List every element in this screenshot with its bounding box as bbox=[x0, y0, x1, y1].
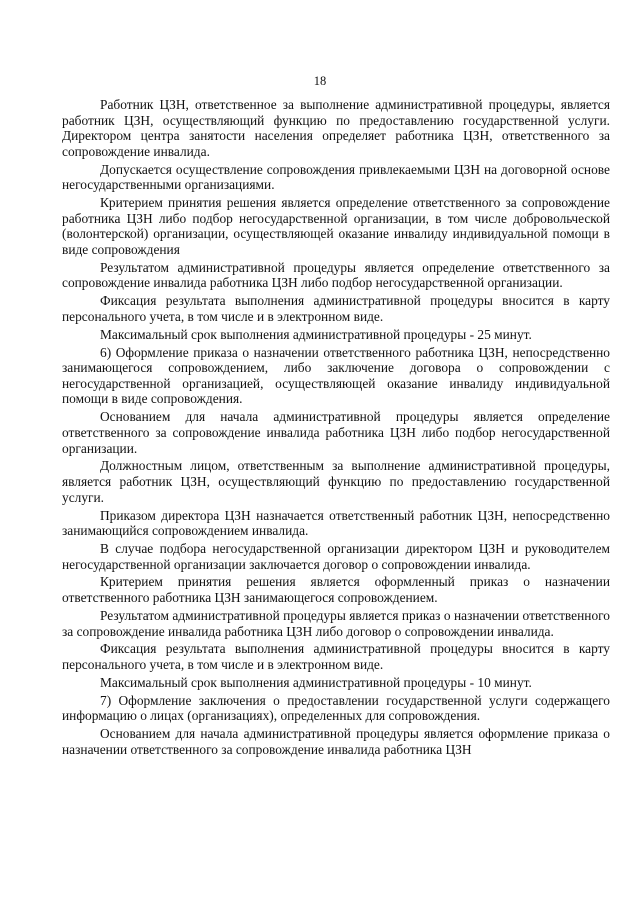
paragraph: Максимальный срок выполнения административной процедуры - 25 минут. bbox=[100, 326, 532, 342]
paragraph: Приказом директора ЦЗН назначается ответственный работник ЦЗН, непосредственно занимающийся сопровождением инвалида. bbox=[62, 507, 610, 539]
paragraph: Результатом административной процедуры является приказ о назначении ответственного за сопровождение инвалида работника ЦЗН либо договор о сопровождении инвалида. bbox=[62, 607, 610, 639]
paragraph: Основанием для начала административной процедуры является определение ответственного за сопровождение инвалида работника ЦЗН либо подбор негосударственной организации. bbox=[62, 409, 610, 456]
paragraph: Максимальный срок выполнения административной процедуры - 10 минут. bbox=[100, 674, 532, 690]
paragraph: 6) Оформление приказа о назначении ответственного работника ЦЗН, непосредственно занимающегося сопровождением, либо заключение договора о сопровождении с негосударственной организацией, осуществляющей оказание инвалиду индивидуальной помощи в виде сопровождения. bbox=[62, 344, 610, 407]
paragraph: Критерием принятия решения является определение ответственного за сопровождение работника ЦЗН либо подбор негосударственной организации, в том числе добровольческой (волонтерской) организации, осуществляющей оказание инвалиду индивидуальной помощи в виде сопровождения bbox=[62, 195, 610, 257]
paragraph: Фиксация результата выполнения административной процедуры вносится в карту персонального учета, в том числе и в электронном виде. bbox=[62, 641, 610, 673]
document-body bbox=[62, 97, 610, 760]
page-number: 18 bbox=[313, 74, 327, 88]
paragraph: Критерием принятия решения является оформленный приказ о назначении ответственного работника ЦЗН занимающегося сопровождением. bbox=[62, 574, 610, 606]
paragraph: 7) Оформление заключения о предоставлении государственной услуги содержащего информацию о лицах (организациях), определенных для сопровождения. bbox=[62, 692, 610, 724]
paragraph: Должностным лицом, ответственным за выполнение административной процедуры, является работник ЦЗН, осуществляющий функцию по предоставлению государственной услуги. bbox=[62, 458, 610, 505]
paragraph: Основанием для начала административной процедуры является оформление приказа о назначении ответственного за сопровождение инвалида работника ЦЗН bbox=[62, 726, 610, 757]
paragraph: Фиксация результата выполнения административной процедуры вносится в карту персонального учета, в том числе и в электронном виде. bbox=[62, 293, 610, 324]
paragraph: Работник ЦЗН, ответственное за выполнение административной процедуры, является работник ЦЗН, осуществляющий функцию по предоставлению государственной услуги. Директором центра занятости населения определяет работника ЦЗН, ответственного за сопровождение инвалида. bbox=[62, 97, 610, 159]
paragraph: Результатом административной процедуры является определение ответственного за сопровождение инвалида работника ЦЗН либо подбор негосударственной организации. bbox=[62, 259, 610, 291]
paragraph: В случае подбора негосударственной организации директором ЦЗН и руководителем негосударственной организации заключается договор о сопровождении инвалида. bbox=[62, 541, 610, 572]
paragraph: Допускается осуществление сопровождения привлекаемыми ЦЗН на договорной основе негосударственными организациями. bbox=[62, 161, 610, 193]
